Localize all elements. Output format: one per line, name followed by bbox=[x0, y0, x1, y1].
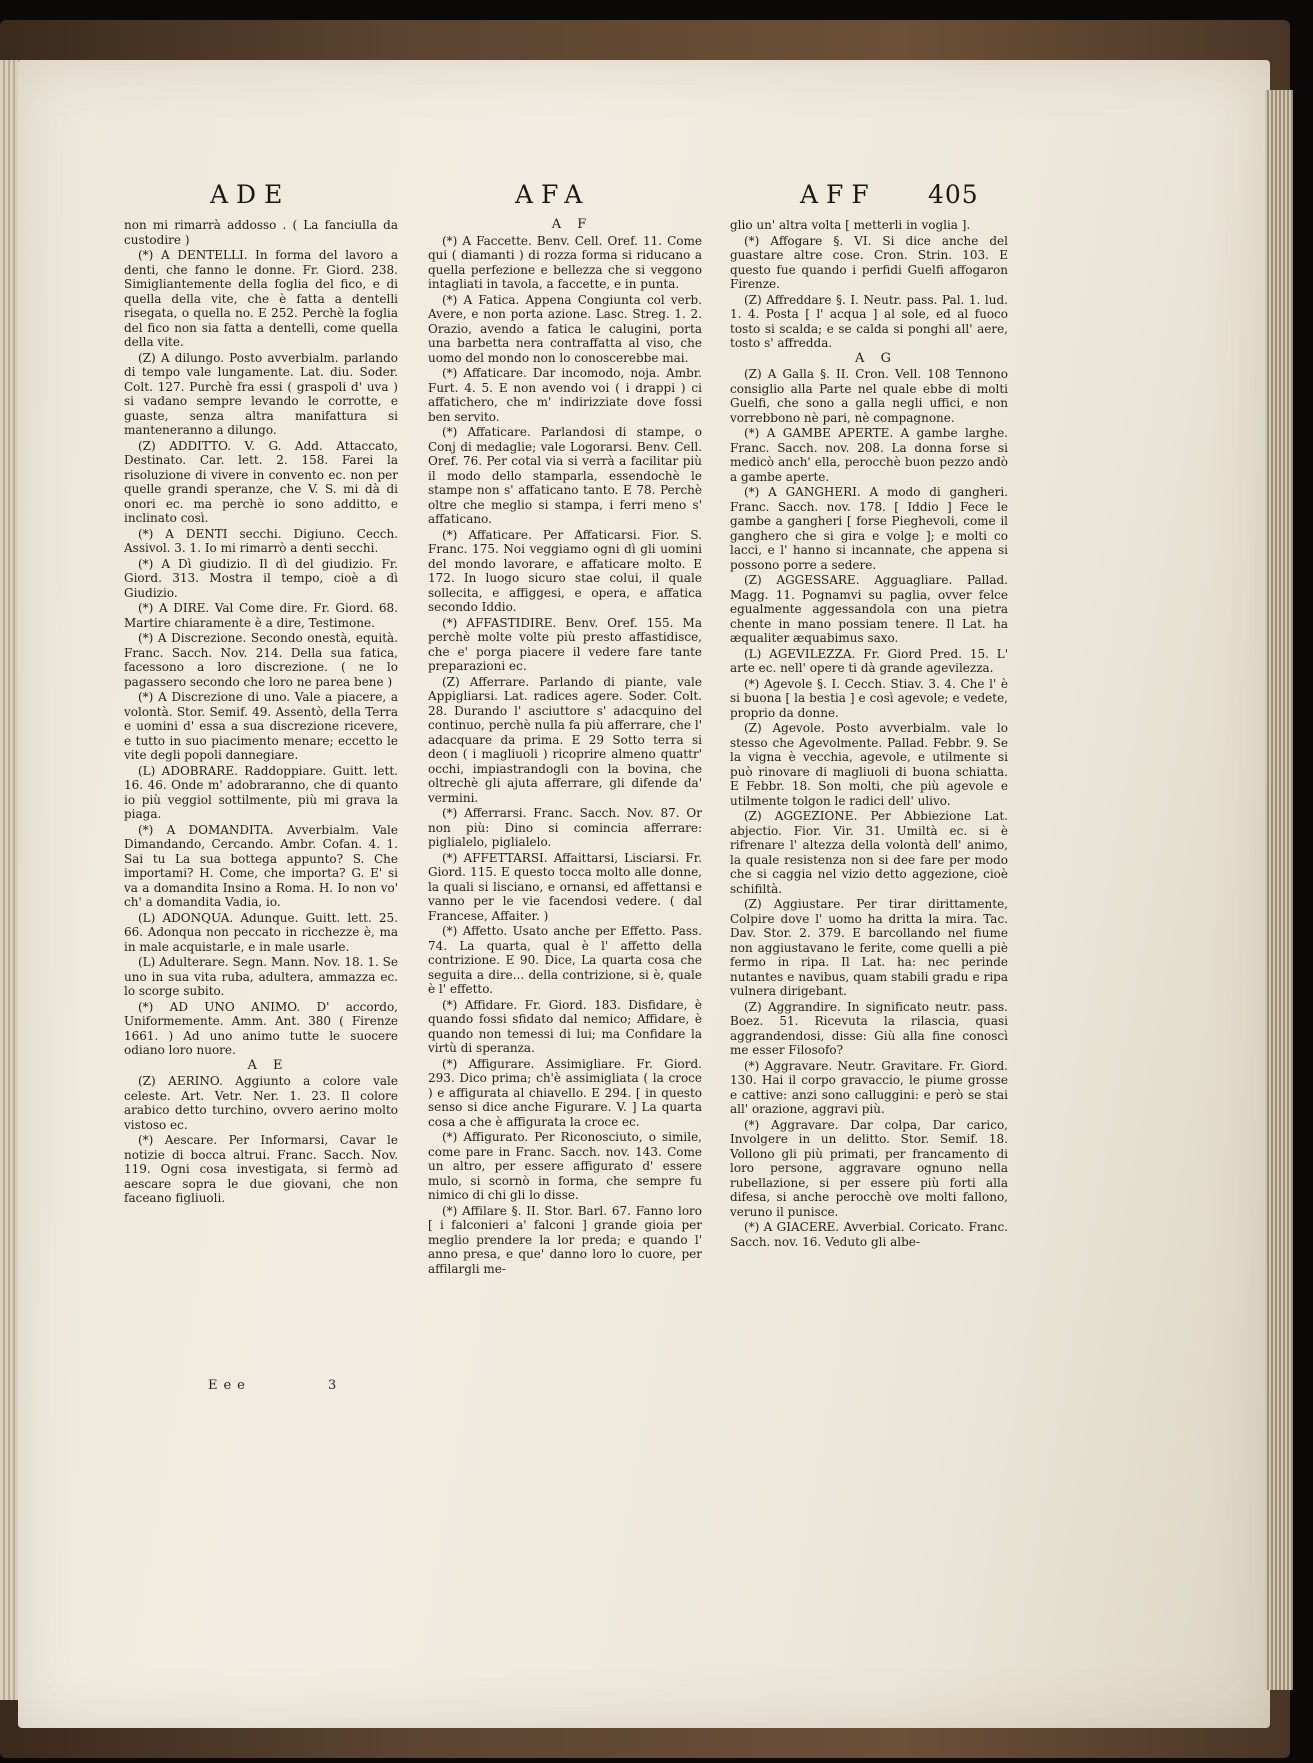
signature-number: 3 bbox=[328, 1378, 343, 1393]
running-head-middle: AFA bbox=[515, 180, 591, 209]
dictionary-entry: (*) A Discrezione di uno. Vale a piacere, a volontà. Stor. Semif. 49. Assentò, della Terra e uomini d' essa a sua discrezione ricevere, e tutto in suo piacimento menare; eccetto le vite degli popoli dannegiare. bbox=[124, 690, 398, 762]
dictionary-entry: (*) A DIRE. Val Come dire. Fr. Giord. 68. Martire chiaramente è a dire, Testimone. bbox=[124, 601, 398, 630]
dictionary-entry: (Z) ADDITTO. V. G. Add. Attaccato, Destinato. Car. lett. 2. 158. Farei la risoluzione di vivere in convento ec. non per quelle grandi speranze, che V. S. mi dà di onori ec. ma perchè io sono additto, e inclinato così. bbox=[124, 438, 398, 525]
dictionary-entry: (*) Affidare. Fr. Giord. 183. Disfidare, è quando fossi sfidato dal nemico; Affidare, è quando non temessi di lui; ma Confidare la virtù di speranza. bbox=[428, 997, 702, 1055]
dictionary-entry: (*) AD UNO ANIMO. D' accordo, Uniformemente. Amm. Ant. 380 ( Firenze 1661. ) Ad uno animo tutte le suocere odiano loro nuore. bbox=[124, 999, 398, 1057]
section-heading-af: A F bbox=[551, 217, 593, 232]
dictionary-entry: glio un' altra volta [ metterli in voglia ]. bbox=[730, 218, 971, 232]
dictionary-entry: (*) Aggravare. Dar colpa, Dar carico, Involgere in un delitto. Stor. Semif. 18. Vollono gli più primati, per francamento di loro persone, aggravare ognuno nella rubellazione, si per essere più forti alla difesa, si anche perocchè ove molti fallono, veruno il punisce. bbox=[730, 1117, 1008, 1219]
signature-mark: Eee bbox=[208, 1378, 251, 1393]
dictionary-entry: (*) A Dì giudizio. Il dì del giudizio. Fr. Giord. 313. Mostra il tempo, cioè a dì Giudizio. bbox=[124, 556, 398, 600]
dictionary-entry: (Z) AERINO. Aggiunto a colore vale celeste. Art. Vetr. Ner. 1. 23. Il colore arabico detto turchino, ovvero aerino molto vistoso ec. bbox=[124, 1074, 398, 1132]
running-head-right: AFF bbox=[800, 180, 877, 209]
column-left bbox=[124, 218, 398, 1207]
dictionary-entry: (*) A Fatica. Appena Congiunta col verb. Avere, e non porta azione. Lasc. Streg. 1. 2. Orazio, avendo a fatica le calugini, porta una barbetta nera contraffatta al viso, che uomo del mondo non lo conoscerebbe mai. bbox=[428, 292, 702, 365]
column-middle bbox=[428, 218, 702, 1277]
dictionary-entry: (Z) Afferrare. Parlando di piante, vale Appigliarsi. Lat. radices agere. Soder. Colt. 28. Durando l' asciuttore s' adacquino del continuo, perchè nulla fa più afferrare, che l' adacquare da prima. E 29 Sotto terra si deon ( i magliuoli ) ricoprire almeno quattr' occhi, impiastrandogli con la bovina, che oltrechè gli ajuta afferrare, gli difende da' vermini. bbox=[428, 674, 702, 805]
dictionary-entry: (L) Adulterare. Segn. Mann. Nov. 18. 1. Se uno in sua vita ruba, adultera, ammazza ec. lo scorge subito. bbox=[124, 955, 398, 998]
dictionary-entry: (*) A Discrezione. Secondo onestà, equità. Franc. Sacch. Nov. 214. Della sua fatica, facessono a loro discrezione. ( ne lo pagassero secondo che loro ne parea bene ) bbox=[124, 631, 398, 689]
dictionary-entry: (Z) Aggrandire. In significato neutr. pass. Boez. 51. Ricevuta la rilascia, quasi aggrandendosi, disse: Giù alla fine conoscì me esser Filosofo? bbox=[730, 999, 1008, 1057]
dictionary-entry: (*) AFFETTARSI. Affaittarsi, Lisciarsi. Fr. Giord. 115. E questo tocca molto alle donne, la quali si lisciano, e ornansi, ed affettansi e vanno per le vie facendosi vedere. ( dal Francese, Affaiter. ) bbox=[428, 850, 702, 923]
dictionary-entry: (*) A DENTI secchi. Digiuno. Cecch. Assivol. 3. 1. Io mi rimarrò a denti secchi. bbox=[124, 526, 398, 555]
column-right bbox=[730, 218, 1008, 1250]
dictionary-entry: (*) A GIACERE. Avverbial. Coricato. Franc. Sacch. nov. 16. Veduto gli albe- bbox=[730, 1220, 1008, 1249]
section-heading-ae: A E bbox=[247, 1057, 289, 1073]
dictionary-entry: (*) Afferrarsi. Franc. Sacch. Nov. 87. Or non più: Dino si comincia afferrare: piglialelo, piglialelo. bbox=[428, 806, 702, 849]
dictionary-entry: (Z) A Galla §. II. Cron. Vell. 108 Tennono consiglio alla Parte nel quale ebbe di molti Guelfi, che sono a galla negli uffici, e non vorrebbono nè pari, nè compagnone. bbox=[730, 367, 1008, 425]
section-heading-ag: A G bbox=[855, 350, 897, 366]
dictionary-entry: (Z) Aggiustare. Per tirar dirittamente, Colpire dove l' uomo ha dritta la mira. Tac. Dav. Stor. 2. 379. E barcollando nel fiume non aggiustavano le ferite, come quelli a piè fermo in ripa. Il Lat. ha: nec perinde nutantes e navibus, quam stabili gradu e ripa vulnera dirigebant. bbox=[730, 897, 1008, 998]
running-head-left: ADE bbox=[210, 180, 291, 209]
dictionary-entry: (Z) AGGEZIONE. Per Abbiezione Lat. abjectio. Fior. Vir. 31. Umiltà ec. si è rifrenare l' altezza della volontà dell' animo, la quale resistenza non si dee fare per modo che si caggia nel vizio detto aggezione, cioè schifiltà. bbox=[730, 809, 1008, 896]
dictionary-entry: (*) Affetto. Usato anche per Effetto. Pass. 74. La quarta, qual è l' affetto della contrizione. E 90. Dice, La quarta cosa che seguita a dire... della contrizione, si è, quale è l' effetto. bbox=[428, 924, 702, 996]
dictionary-entry: (*) Affigurare. Assimigliare. Fr. Giord. 293. Dico prima; ch'è assimigliata ( la croce ) e affigurata al chiavello. E 294. [ in questo senso si dice anche Figurare. V. ] La quarta cosa a che è affigurata la croce ec. bbox=[428, 1056, 702, 1129]
dictionary-entry: (Z) A dilungo. Posto avverbialm. parlando di tempo vale lungamente. Lat. diu. Soder. Colt. 127. Purchè fra essi ( graspoli d' uva ) si vadano sempre levando le corrotte, e guaste, senza altra manifattura si manteneranno a dilungo. bbox=[124, 350, 398, 437]
dictionary-entry: (Z) AGGESSARE. Agguagliare. Pallad. Magg. 11. Pognamvi su paglia, ovver felce egualmente aggessandola con una pietra chente in mano possiam tenere. Il Lat. ha æqualiter æquabimus saxo. bbox=[730, 573, 1008, 645]
dictionary-entry: (*) Affaticare. Dar incomodo, noja. Ambr. Furt. 4. 5. E non avendo voi ( i drappi ) ci affatichero, che m' indirizziate dove fossi ben servito. bbox=[428, 366, 702, 424]
dictionary-entry: (L) ADOBRARE. Raddoppiare. Guitt. lett. 16. 46. Onde m' adobraranno, che di quanto io più veggiol sottilmente, più mi grava la piaga. bbox=[124, 763, 398, 821]
dictionary-entry: (*) A DENTELLI. In forma del lavoro a denti, che fanno le donne. Fr. Giord. 238. Simigliantemente della foglia del fico, e di quella della vite, che è fatta a dentelli risegata, o quella no. E 252. Perchè la foglia del fico non sia fatta a dentelli, come quella della vite. bbox=[124, 248, 398, 349]
dictionary-entry: (*) Affigurato. Per Riconosciuto, o simile, come pare in Franc. Sacch. nov. 143. Come un altro, per essere affigurato d' essere mulo, si scornò in forma, che sempre fu nimico di chi gli lo disse. bbox=[428, 1130, 702, 1202]
dictionary-entry: (Z) Affreddare §. I. Neutr. pass. Pal. 1. lud. 1. 4. Posta [ l' acqua ] al sole, ed al fuoco tosto si scalda; e se calda si ponghi all' aere, tosto s' affredda. bbox=[730, 292, 1008, 350]
dictionary-entry: (*) Aescare. Per Informarsi, Cavar le notizie di bocca altrui. Franc. Sacch. Nov. 119. Ogni cosa investigata, si fermò ad aescare sopra le due giovani, che non faceano figliuoli. bbox=[124, 1133, 398, 1205]
right-page-edges bbox=[1265, 90, 1293, 1690]
dictionary-entry: (*) A GAMBE APERTE. A gambe larghe. Franc. Sacch. nov. 208. La donna forse si medicò anch' ella, perocchè buon pezzo andò a gambe aperte. bbox=[730, 426, 1008, 484]
dictionary-entry: (*) Affaticare. Parlandosi di stampe, o Conj di medaglie; vale Logorarsi. Benv. Cell. Oref. 76. Per cotal via si verrà a facilitar più il modo dello stamparla, essendochè le stampe non s' affaticano tanto. E 78. Perchè oltre che meglio si stampa, i ferri meno s' affaticano. bbox=[428, 425, 702, 526]
dictionary-entry: (Z) Agevole. Posto avverbialm. vale lo stesso che Agevolmente. Pallad. Febbr. 9. Se la vigna è vecchia, agevole, e utilmente si può rinovare di magliuoli di buona schiatta. E Febbr. 18. Son molti, che più agevole e utilmente tolgon le radici dell' ulivo. bbox=[730, 721, 1008, 808]
dictionary-entry: (*) Affilare §. II. Stor. Barl. 67. Fanno loro [ i falconieri a' falconi ] grande gioia per meglio prendere la lor preda; e quando l' anno presa, e que' danno loro lo cuore, per affilargli me- bbox=[428, 1203, 702, 1276]
dictionary-entry: (*) Affogare §. VI. Si dice anche del guastare altre cose. Cron. Strin. 103. E questo fue quando i perfidi Guelfi affogaron Firenze. bbox=[730, 233, 1008, 291]
dictionary-entry: (*) A GANGHERI. A modo di gangheri. Franc. Sacch. nov. 178. [ Iddio ] Fece le gambe a gangheri [ forse Pieghevoli, come il ganghero che si gira e volge ]; e molti co lacci, e l' hanno si incannate, che appena si possono porre a sedere. bbox=[730, 485, 1008, 572]
page-number: 405 bbox=[928, 180, 979, 209]
dictionary-entry: (L) AGEVILEZZA. Fr. Giord Pred. 15. L' arte ec. nell' opere ti dà grande agevilezza. bbox=[730, 646, 1008, 675]
dictionary-entry: non mi rimarrà addosso . ( La fanciulla da custodire ) bbox=[124, 218, 398, 247]
dictionary-entry: (*) A DOMANDITA. Avverbialm. Vale Dimandando, Cercando. Ambr. Cofan. 4. 1. Sai tu La sua bottega appunto? S. Che importami? H. Come, che importa? G. E' si va a domandita Insino a Roma. H. Io non vo' ch' a domandita Vadia, io. bbox=[124, 822, 398, 909]
dictionary-entry: (*) Agevole §. I. Cecch. Stiav. 3. 4. Che l' è si buona [ la bestia ] e così agevole; e vedete, proprio da donne. bbox=[730, 676, 1008, 720]
dictionary-entry: (*) Affaticare. Per Affaticarsi. Fior. S. Franc. 175. Noi veggiamo ogni dì gli uomini del mondo lavorare, e affaticare molto. E 172. In luogo sicuro stae colui, il quale sollecita, e affiggesi, e opera, e affatica secondo Iddio. bbox=[428, 527, 702, 614]
dictionary-entry: (*) A Faccette. Benv. Cell. Oref. 11. Come qui ( diamanti ) di rozza forma si riducano a quella perfezione e bellezza che si veggono intagliati in tavola, a faccette, e in punta. bbox=[428, 233, 702, 291]
dictionary-entry: (L) ADONQUA. Adunque. Guitt. lett. 25. 66. Adonqua non peccato in ricchezze è, ma in male acquistarle, e in male usarle. bbox=[124, 910, 398, 954]
dictionary-entry: (*) Aggravare. Neutr. Gravitare. Fr. Giord. 130. Hai il corpo gravaccio, le piume grosse e cattive: anzi sono calluggini: e però se stai all' orazione, aggravi più. bbox=[730, 1058, 1008, 1116]
dictionary-entry: (*) AFFASTIDIRE. Benv. Oref. 155. Ma perchè molte volte più presto affastidisce, che e' porga piacere il vedere fare tante preparazioni ec. bbox=[428, 615, 702, 673]
